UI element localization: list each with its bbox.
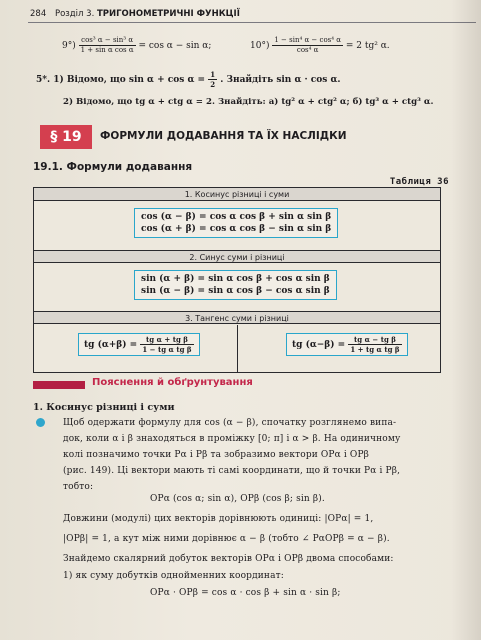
item-title: 1. Косинус різниці і суми bbox=[33, 402, 175, 413]
tangent-sum-lhs: tg (α+β) = bbox=[84, 340, 138, 350]
exercise-5-text-b: . Знайдіть sin α · cos α. bbox=[220, 75, 341, 85]
exercise-10-label: 10°) bbox=[250, 41, 270, 51]
page-edge-shadow bbox=[451, 0, 481, 640]
tangent-difference-fraction bbox=[348, 335, 401, 354]
section-title: ФОРМУЛИ ДОДАВАННЯ ТА ЇХ НАСЛІДКИ bbox=[100, 130, 347, 142]
explanation-line: тобто: bbox=[63, 482, 94, 492]
exercise-5-fraction-numerator: 1 bbox=[210, 70, 216, 79]
tangent-sum-box bbox=[78, 333, 200, 356]
table-label: Таблиця 36 bbox=[389, 177, 449, 187]
table-header-tangent: 3. Тангенс суми і різниці bbox=[34, 311, 440, 324]
sine-formulas-box bbox=[134, 270, 337, 300]
explanation-line: (рис. 149). Ці вектори мають ті самі координати, що й точки Pα і Pβ, bbox=[63, 466, 401, 476]
exercise-10-rhs: = 2 tg² α. bbox=[345, 41, 390, 51]
table-header-sine: 2. Синус суми і різниці bbox=[34, 250, 440, 263]
exercise-5-fraction bbox=[208, 70, 217, 89]
explanation-line: док, коли α і β знаходяться в проміжку [0; π] і α > β. На одиничному bbox=[63, 434, 401, 444]
tangent-sum-denominator: 1 − tg α tg β bbox=[142, 345, 192, 354]
sine-difference-formula: sin (α − β) = sin α cos β − cos α sin β bbox=[141, 286, 330, 296]
exercise-9-numerator: cos³ α − sin³ α bbox=[79, 36, 136, 46]
tangent-difference-numerator: tg α − tg β bbox=[348, 335, 401, 345]
table-header-cosine: 1. Косинус різниці і суми bbox=[34, 188, 440, 201]
exercise-5-part-2: 2) Відомо, що tg α + ctg α = 2. Знайдіть: а) tg² α + ctg² α; б) tg³ α + ctg³ α. bbox=[63, 97, 434, 107]
exercise-5-text-a: 1) Відомо, що sin α + cos α = bbox=[53, 75, 206, 85]
explanation-line: Знайдемо скалярний добуток векторів OPα і OPβ двома способами: bbox=[63, 554, 394, 564]
vector-coordinates-line: OPα (cos α; sin α), OPβ (cos β; sin β). bbox=[150, 494, 325, 504]
sine-sum-formula: sin (α + β) = sin α cos β + cos α sin β bbox=[141, 274, 330, 284]
header-title: ТРИГОНОМЕТРИЧНІ ФУНКЦІЇ bbox=[96, 9, 240, 19]
explanation-line: |OPβ| = 1, а кут між ними дорівнює α − β (тобто ∠ PαOPβ = α − β). bbox=[63, 534, 390, 544]
cosine-difference-formula: cos (α − β) = cos α cos β + sin α sin β bbox=[141, 212, 332, 222]
exercise-9 bbox=[62, 36, 211, 55]
exercise-10-numerator: 1 − sin⁴ α − cos⁴ α bbox=[274, 36, 342, 44]
tangent-difference-lhs: tg (α−β) = bbox=[292, 340, 346, 350]
tangent-sum-numerator: tg α + tg β bbox=[140, 335, 193, 345]
explanation-line: Довжини (модулі) цих векторів дорівнюють одиниці: |OPα| = 1, bbox=[63, 514, 374, 524]
exercise-9-denominator: 1 + sin α cos α bbox=[80, 46, 134, 54]
tangent-difference-denominator: 1 + tg α tg β bbox=[350, 345, 400, 354]
formula-table bbox=[33, 187, 441, 373]
page-number: 284 bbox=[30, 9, 47, 19]
subsection-title: 19.1. Формули додавання bbox=[33, 161, 193, 173]
exercise-9-label: 9°) bbox=[62, 41, 76, 51]
cosine-formulas-box bbox=[134, 208, 338, 238]
explanation-line: 1) як суму добутків однойменних координат: bbox=[63, 571, 284, 581]
header-divider bbox=[28, 22, 476, 23]
exercise-9-fraction bbox=[79, 36, 136, 55]
tangent-sum-fraction bbox=[140, 335, 193, 354]
explanation-line: Щоб одержати формулу для cos (α − β), спочатку розглянемо випа- bbox=[63, 418, 397, 428]
dot-product-formula: OPα · OPβ = cos α · cos β + sin α · sin β; bbox=[150, 588, 341, 598]
section-number-badge: § 19 bbox=[40, 125, 92, 149]
exercise-5-label: 5*. bbox=[36, 75, 51, 85]
explanation-heading: Пояснення й обґрунтування bbox=[92, 377, 253, 388]
exercise-9-rhs: = cos α − sin α; bbox=[138, 41, 212, 51]
explanation-marker-bar bbox=[33, 381, 85, 389]
exercise-10 bbox=[250, 36, 390, 55]
tangent-difference-box bbox=[286, 333, 408, 356]
exercise-10-fraction bbox=[272, 36, 343, 55]
cosine-sum-formula: cos (α + β) = cos α cos β − sin α sin β bbox=[141, 224, 332, 234]
table-column-divider bbox=[237, 325, 238, 372]
explanation-line: колі позначимо точки Pα і Pβ та зобразимо вектори OPα і OPβ bbox=[63, 450, 370, 460]
exercise-5-part-1 bbox=[36, 70, 341, 89]
exercise-5-fraction-denominator: 2 bbox=[210, 80, 216, 89]
header-section: Розділ 3. bbox=[54, 9, 95, 19]
page-header bbox=[30, 9, 240, 19]
bullet-dot-icon bbox=[36, 418, 45, 427]
exercise-10-denominator: cos⁴ α bbox=[296, 46, 319, 54]
